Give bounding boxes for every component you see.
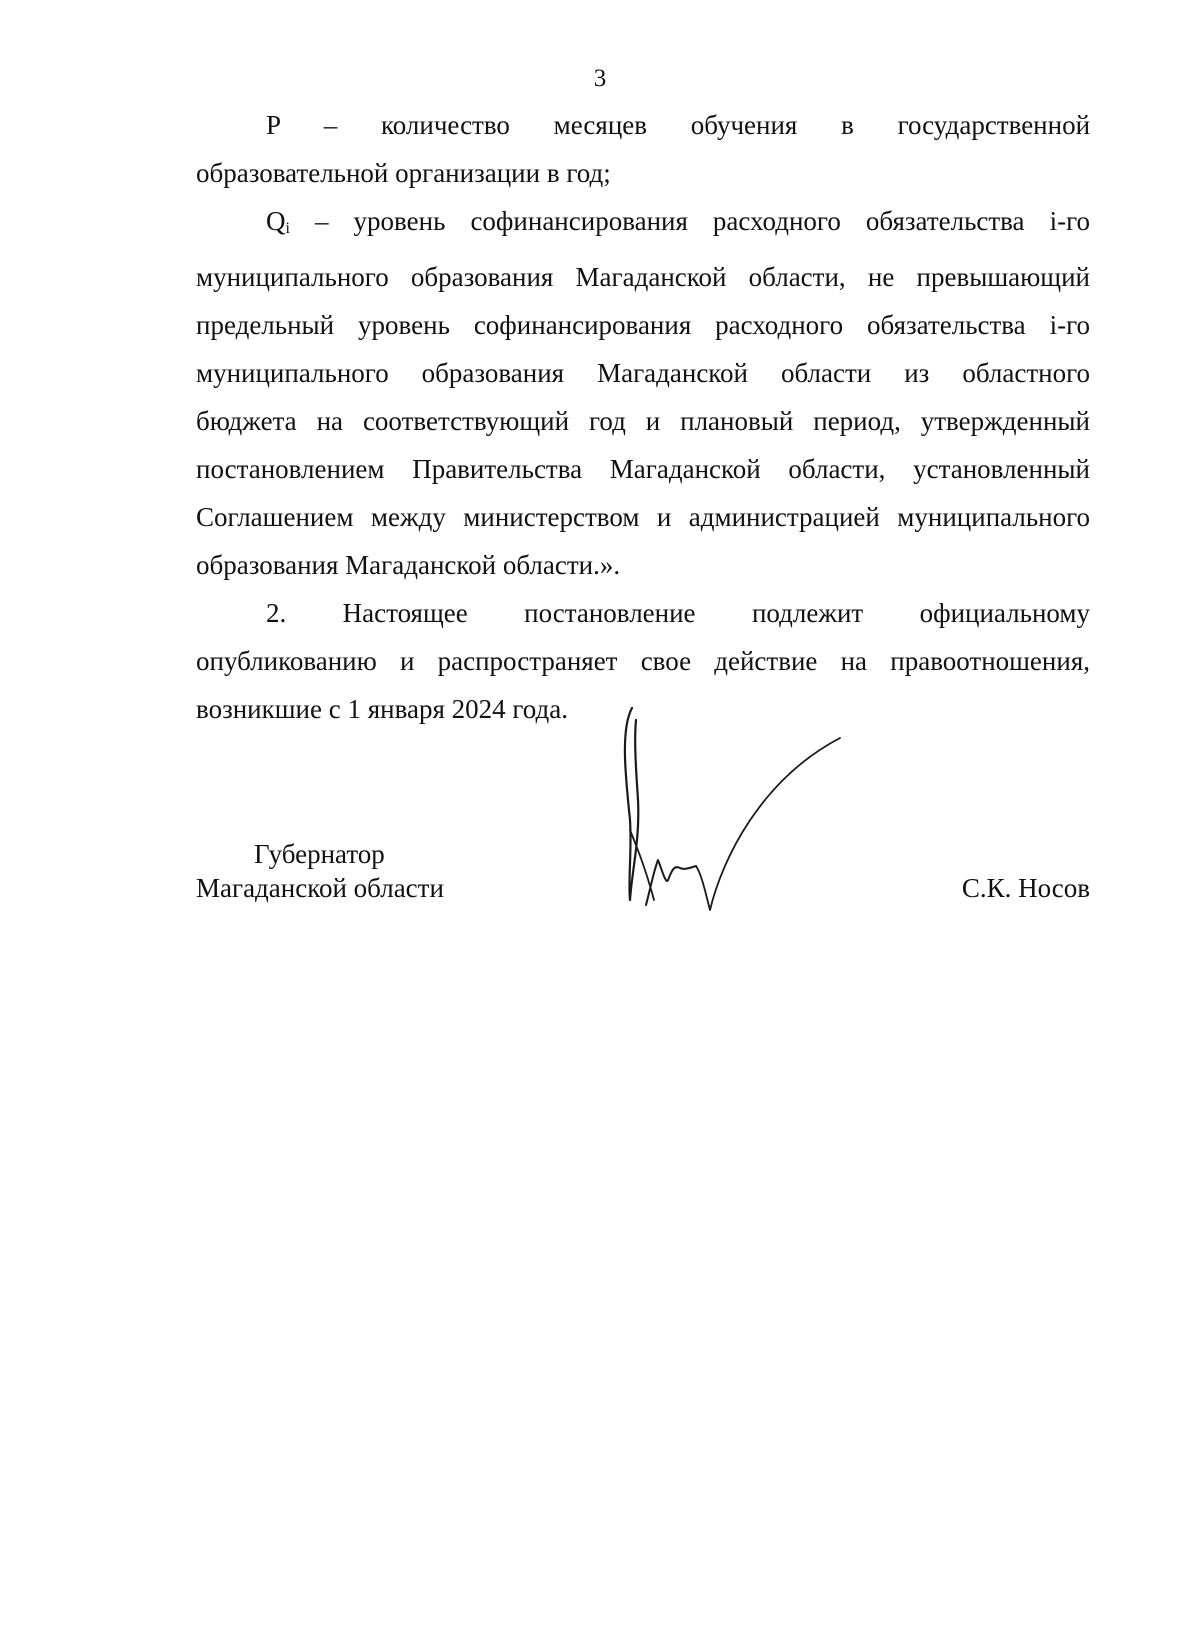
paragraph-p-definition (196, 101, 1090, 197)
paragraph-q-definition (196, 197, 1090, 589)
word: обучения (690, 110, 798, 140)
paragraph-line (196, 589, 1090, 637)
paragraph-line: образовательной организации в год; (196, 158, 611, 188)
paragraph-line-text: 2. Настоящее постановление подлежит официальному (266, 598, 1090, 628)
paragraph-line: опубликованию и распространяет свое действие на правоотношения, (196, 646, 1090, 676)
paragraph-line (196, 197, 1090, 253)
word: P (266, 110, 281, 140)
paragraph-line: образования Магаданской области.». (196, 550, 621, 580)
paragraph-line: возникшие с 1 января 2024 года. (196, 694, 568, 724)
q-subscript: i (285, 220, 290, 237)
word: в (841, 110, 854, 140)
paragraph-line: муниципального образования Магаданской области, не превышающий (196, 262, 1090, 292)
paragraph-line: предельный уровень софинансирования расходного обязательства i-го (196, 310, 1090, 340)
page-number: 3 (593, 65, 607, 92)
paragraph-line-text: – уровень софинансирования расходного обязательства i-го (289, 206, 1090, 236)
word: количество (381, 110, 510, 140)
word: месяцев (553, 110, 647, 140)
word: – (323, 110, 338, 140)
paragraph-line: бюджета на соответствующий год и плановый период, утвержденный (196, 406, 1090, 436)
word: государственной (897, 110, 1091, 140)
signature-block (196, 838, 1090, 928)
governor-region: Магаданской области (196, 873, 444, 903)
paragraph-line: постановлением Правительства Магаданской области, установленный (196, 454, 1090, 484)
paragraph-line: Соглашением между министерством и администрацией муниципального (196, 502, 1090, 532)
paragraph-line: муниципального образования Магаданской области из областного (196, 358, 1090, 388)
governor-name: С.К. Носов (961, 873, 1090, 903)
governor-title: Губернатор (254, 839, 385, 869)
q-symbol: Q (266, 206, 286, 236)
document-body (196, 101, 1090, 733)
paragraph-line (196, 101, 1090, 149)
